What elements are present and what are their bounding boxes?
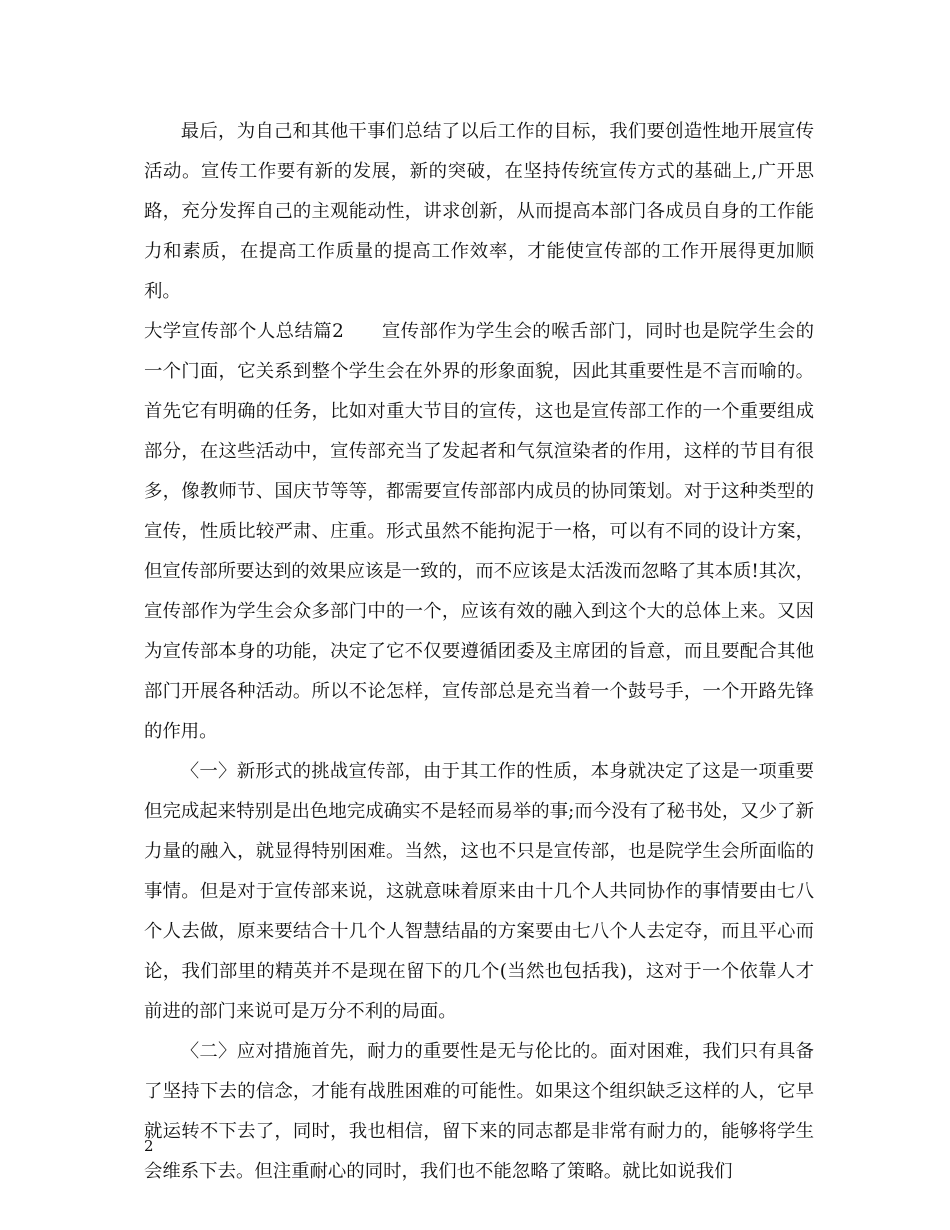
paragraph-countermeasures: 〈二〉应对措施首先，耐力的重要性是无与伦比的。面对困难，我们只有具备了坚持下去的信念，才能有战胜困难的可能性。如果这个组织缺乏这样的人，它早就运转不下去了，同时，我也相信，留下来的同志都是非常有耐力的，能够将学生会维系下去。但注重耐心的同时，我们也不能忽略了策略。就比如说我们 bbox=[144, 1041, 814, 1182]
paragraph-section-2-intro: 大学宣传部个人总结篇2 宣传部作为学生会的喉舌部门，同时也是院学生会的一个门面，它关系到整个学生会在外界的形象面貌，因此其重要性是不言而喻的。首先它有明确的任务，比如对重大节目的宣传，这也是宣传部工作的一个重要组成部分，在这些活动中，宣传部充当了发起者和气氛渲染者的作用，这样的节目有很多，像教师节、国庆节等等，都需要宣传部部内成员的协同策划。对于这种类型的宣传，性质比较严肃、庄重。形式虽然不能拘泥于一格，可以有不同的设计方案，但宣传部所要达到的效果应该是一致的，而不应该是太活泼而忽略了其本质!其次，宣传部作为学生会众多部门中的一个，应该有效的融入到这个大的总体上来。又因为宣传部本身的功能，决定了它不仅要遵循团委及主席团的旨意，而且要配合其他部门开展各种活动。所以不论怎样，宣传部总是充当着一个鼓号手，一个开路先锋的作用。 bbox=[144, 321, 814, 742]
paragraph-summary-goals: 最后，为自己和其他干事们总结了以后工作的目标，我们要创造性地开展宣传活动。宣传工作要有新的发展，新的突破，在坚持传统宣传方式的基础上,广开思路，充分发挥自己的主观能动性，讲求创新，从而提高本部门各成员自身的工作能力和素质，在提高工作质量的提高工作效率，才能使宣传部的工作开展得更加顺利。 bbox=[144, 121, 814, 302]
page-number: 2 bbox=[144, 1137, 154, 1155]
paragraph-new-challenges: 〈一〉新形式的挑战宣传部，由于其工作的性质，本身就决定了这是一项重要但完成起来特别是出色地完成确实不是轻而易举的事;而今没有了秘书处，又少了新力量的融入，就显得特别困难。当然，这也不只是宣传部，也是院学生会所面临的事情。但是对于宣传部来说，这就意味着原来由十几个人共同协作的事情要由七八个人去做，原来要结合十几个人智慧结晶的方案要由七八个人去定夺，而且平心而论，我们部里的精英并不是现在留下的几个(当然也包括我)，这对于一个依靠人才前进的部门来说可是万分不利的局面。 bbox=[144, 761, 814, 1022]
document-body bbox=[144, 112, 814, 1192]
